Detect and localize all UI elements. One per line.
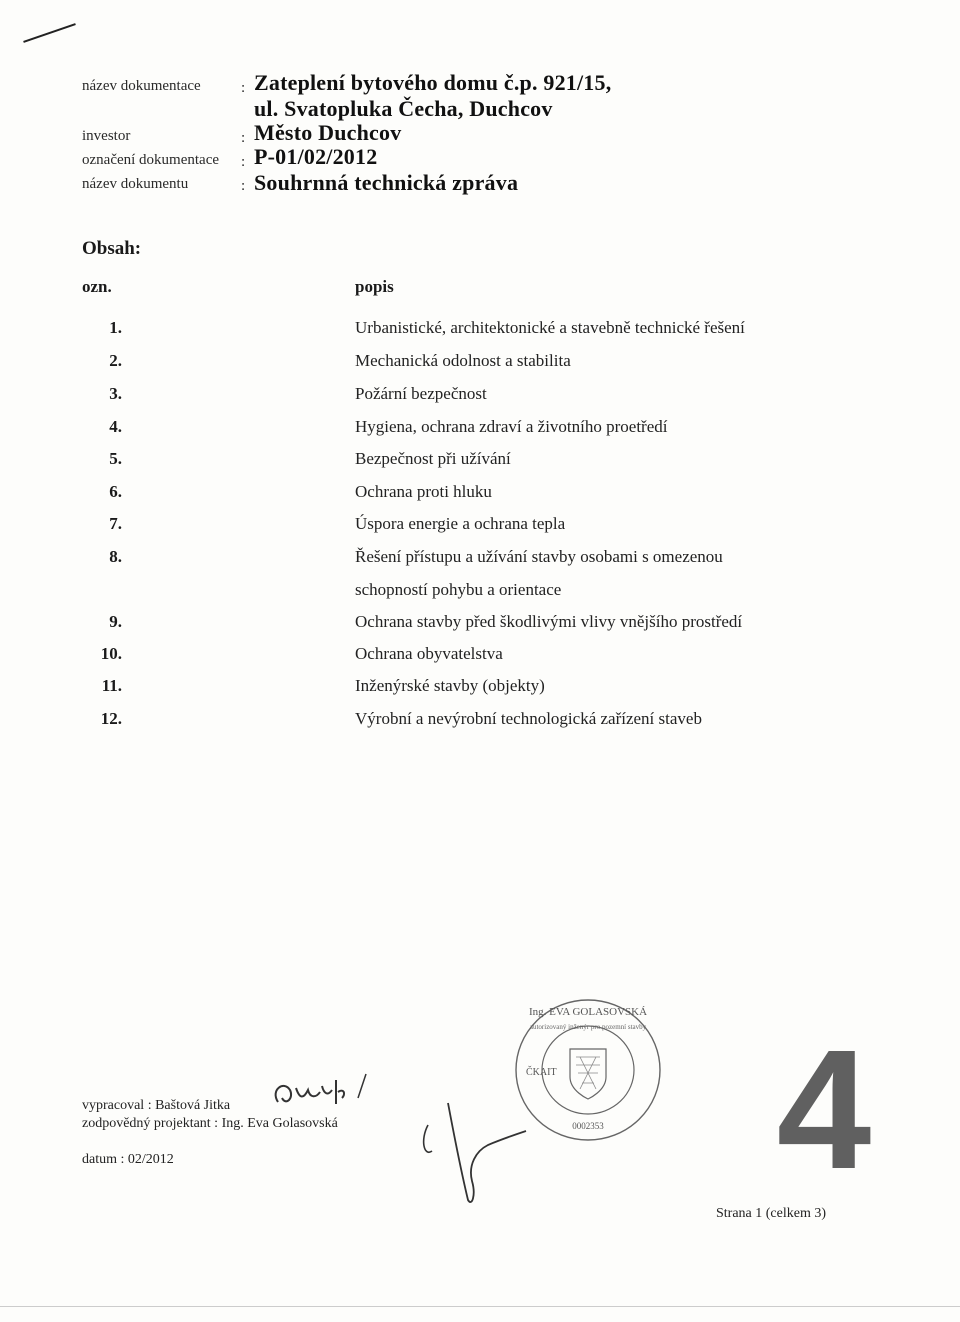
- meta-colon: :: [241, 80, 246, 96]
- meta-colon: :: [241, 130, 246, 146]
- authorization-stamp: [508, 995, 668, 1145]
- meta-value-documentation-line2: ul. Svatopluka Čecha, Duchcov: [254, 96, 553, 121]
- list-item-text: Řešení přístupu a užívání stavby osobami s omezenou: [355, 547, 723, 566]
- list-item-text: Ochrana stavby před škodlivými vlivy vnějšího prostředí: [355, 612, 743, 631]
- stamp-number: 0002353: [572, 1121, 604, 1131]
- list-item-number: 10.: [100, 644, 122, 663]
- meta-label-designation: označení dokumentace: [82, 152, 220, 168]
- meta-value-investor: Město Duchcov: [254, 120, 402, 145]
- contents-heading: Obsah:: [82, 238, 142, 259]
- meta-colon: :: [241, 154, 246, 170]
- list-item-number: 4.: [109, 417, 122, 436]
- list-item-text: Inženýrské stavby (objekty): [355, 676, 545, 695]
- list-item-text: Úspora energie a ochrana tepla: [355, 514, 566, 533]
- meta-colon: :: [241, 178, 246, 194]
- stamp-chamber: ČKAIT: [526, 1067, 557, 1078]
- meta-label-documentation: název dokumentace: [82, 78, 201, 94]
- meta-value-documentation: Zateplení bytového domu č.p. 921/15,: [254, 70, 612, 95]
- list-item-text-continuation: schopností pohybu a orientace: [355, 580, 562, 599]
- list-item-text: Požární bezpečnost: [355, 384, 487, 403]
- list-item-text: Urbanistické, architektonické a stavebně technické řešení: [355, 318, 745, 337]
- list-item-text: Ochrana obyvatelstva: [355, 644, 503, 663]
- list-item-number: 11.: [101, 676, 122, 695]
- stamp-role: autorizovaný inženýr pro pozemní stavby: [529, 1023, 647, 1031]
- list-item-text: Bezpečnost při užívání: [355, 449, 511, 468]
- page-mark: [776, 1015, 872, 1205]
- list-item-number: 2.: [109, 351, 122, 370]
- responsible-designer: zodpovědný projektant : Ing. Eva Golasovská: [82, 1116, 338, 1131]
- list-item-number: 7.: [109, 514, 122, 533]
- list-item-text: Hygiena, ochrana zdraví a životního proetředí: [355, 417, 668, 436]
- list-item-text: Výrobní a nevýrobní technologická zařízení staveb: [355, 709, 702, 728]
- list-item-number: 12.: [100, 709, 122, 728]
- prepared-by: vypracoval : Baštová Jitka: [82, 1098, 231, 1113]
- scan-edge-line: [0, 1306, 960, 1307]
- list-item-number: 6.: [109, 482, 122, 501]
- page-mark-digit: 4: [776, 1015, 872, 1205]
- scan-pen-mark: [23, 23, 76, 43]
- list-item-text: Ochrana proti hluku: [355, 482, 492, 501]
- list-item-text: Mechanická odolnost a stabilita: [355, 351, 571, 370]
- column-header-ozn: ozn.: [82, 277, 112, 296]
- meta-label-document-name: název dokumentu: [82, 176, 189, 192]
- stamp-name: Ing. EVA GOLASOVSKÁ: [528, 1006, 648, 1018]
- list-item-number: 5.: [109, 449, 122, 468]
- initials-signature: [266, 1068, 386, 1118]
- list-item-number: 8.: [109, 547, 122, 566]
- meta-value-designation: P-01/02/2012: [254, 144, 378, 169]
- list-item-number: 1.: [109, 318, 122, 337]
- document-date: datum : 02/2012: [82, 1152, 174, 1167]
- column-header-popis: popis: [355, 277, 394, 296]
- list-item-number: 3.: [109, 384, 122, 403]
- page-number: Strana 1 (celkem 3): [716, 1206, 827, 1221]
- meta-label-investor: investor: [82, 128, 131, 144]
- list-item-number: 9.: [109, 612, 122, 631]
- meta-value-document-name: Souhrnná technická zpráva: [254, 170, 519, 195]
